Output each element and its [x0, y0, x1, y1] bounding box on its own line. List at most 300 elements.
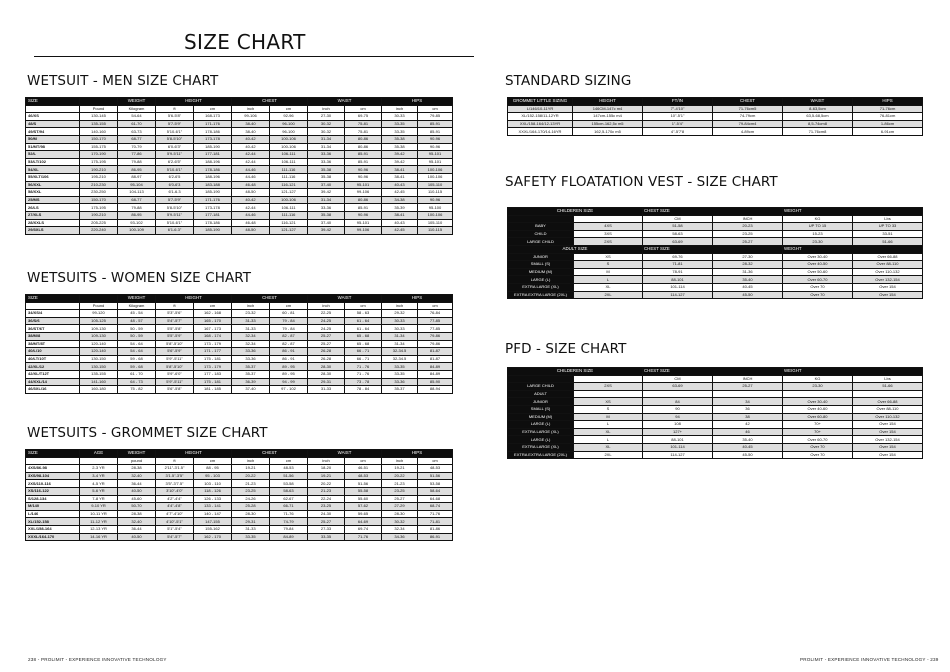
value-cell: 58-63 — [270, 487, 308, 495]
value-cell: 210-230 — [80, 181, 118, 189]
size-cell: 40/L/10 — [26, 348, 80, 356]
value-cell: 100-106 — [270, 143, 308, 151]
size-label-cell: BABY — [508, 223, 574, 231]
value-cell: 25-27 — [713, 383, 783, 391]
value-cell: 61 - 64 — [345, 325, 382, 333]
value-cell: 64 - 73 — [118, 378, 156, 386]
value-cell: 54-64 — [118, 113, 156, 121]
size-cell: 40/LT/10T — [26, 355, 80, 363]
value-cell: 79-85 — [418, 113, 453, 121]
table-row — [26, 219, 453, 227]
subheader-cell: cm — [345, 105, 382, 113]
header-height: HEIGHT — [573, 98, 643, 106]
value-cell: 23-30 — [783, 238, 853, 246]
value-cell: 5'3"-5'6" — [156, 310, 194, 318]
value-cell: 71-76 — [270, 510, 308, 518]
subheader-cell: inch — [232, 302, 270, 310]
value-cell: 51-56 — [270, 472, 308, 480]
table-row — [26, 465, 453, 473]
size-cell: L/146 — [26, 510, 80, 518]
value-cell: 35-38 — [308, 166, 345, 174]
value-cell: 84-89 — [418, 370, 453, 378]
value-cell: 70-79 — [118, 143, 156, 151]
value-cell: 5'1"-5'4" — [156, 525, 194, 533]
value-cell: 71-81 — [418, 518, 453, 526]
size-label-cell: MEDIUM (M) — [508, 268, 574, 276]
value-cell: 66 - 71 — [345, 355, 382, 363]
value-cell: 33-35 — [308, 533, 345, 541]
vest-chart-title: SAFETY FLOATATION VEST - SIZE CHART — [505, 174, 778, 190]
subheader-cell: cm — [418, 302, 453, 310]
value-cell: 59 - 68 — [118, 363, 156, 371]
subheader-cell: cm — [270, 302, 308, 310]
size-cell: 34/XS/4 — [26, 310, 80, 318]
subheader-cell: ft — [156, 105, 194, 113]
header-chest: CHEST — [232, 450, 308, 458]
size-label-cell: JUNIOR — [508, 253, 574, 261]
value-cell: 4'10"-5'1" — [156, 518, 194, 526]
value-cell: 42-44 — [232, 158, 270, 166]
value-cell: 69-76 — [643, 253, 713, 261]
value-cell: 188-196 — [194, 158, 232, 166]
value-cell: 29-31 — [308, 378, 345, 386]
table-row — [508, 291, 923, 299]
value-cell: 40-45 — [713, 443, 783, 451]
value-cell: 86-91 — [418, 533, 453, 541]
value-cell: 51-66 — [853, 238, 923, 246]
value-cell: 40-42 — [232, 143, 270, 151]
subheader-cell: inch — [232, 457, 270, 465]
value-cell: 173 - 179 — [194, 363, 232, 371]
value-cell: 25-27 — [308, 518, 345, 526]
value-cell: 85-91 — [345, 204, 382, 212]
pfd-size-table — [507, 367, 923, 459]
table-row — [26, 181, 453, 189]
table-row — [508, 451, 923, 459]
value-cell: 39-42 — [382, 151, 418, 159]
size-cell: 42/XL/12 — [26, 363, 80, 371]
value-cell: 4'7"-4'10" — [156, 510, 194, 518]
value-cell: 65 - 68 — [345, 332, 382, 340]
size-cell: 50/M — [26, 135, 80, 143]
value-cell: 30-33 — [382, 325, 418, 333]
subheader-cell: cm — [345, 457, 382, 465]
value-cell: 120-140 — [80, 340, 118, 348]
value-cell: 5'10-6'1" — [156, 128, 194, 136]
value-cell: 6'2-6'5" — [156, 158, 194, 166]
value-cell: 96-100 — [270, 128, 308, 136]
value-cell: 48-50 — [232, 189, 270, 197]
value-cell: Over 132-154 — [853, 276, 923, 284]
table-row — [508, 283, 923, 291]
value-cell — [783, 390, 853, 398]
subheader-cell: Lbs — [853, 215, 923, 223]
header-size-group: ADULT SIZE — [508, 245, 643, 253]
value-cell: 23-25 — [232, 487, 270, 495]
value-cell: Over 132-154 — [853, 436, 923, 444]
value-cell: 31-36 — [713, 268, 783, 276]
value-cell: XS — [574, 398, 643, 406]
subheader-cell: cm — [418, 105, 453, 113]
value-cell: 5'8"-5'10" — [156, 363, 194, 371]
header-hips: HIPS — [382, 98, 453, 106]
size-label-cell: JUNIOR — [508, 398, 574, 406]
value-cell: 28-38 — [118, 510, 156, 518]
value-cell: XL — [574, 428, 643, 436]
value-cell: 54 - 64 — [118, 348, 156, 356]
value-cell: 48-53 — [270, 465, 308, 473]
value-cell: 42-44 — [232, 151, 270, 159]
value-cell: 6'1-6.3 — [156, 189, 194, 197]
value-cell: 33-36 — [232, 348, 270, 356]
vest-table-body — [508, 208, 923, 299]
value-cell: 3-4 YR — [80, 472, 118, 480]
value-cell: 2XL — [574, 451, 643, 459]
value-cell: 66-71 — [270, 503, 308, 511]
value-cell: 2XS — [574, 383, 643, 391]
subheader-cell: cm — [194, 302, 232, 310]
value-cell: 84-89 — [418, 363, 453, 371]
value-cell: 46 — [713, 428, 783, 436]
value-cell: 35-39 — [382, 204, 418, 212]
value-cell: 46-48 — [232, 219, 270, 227]
value-cell: 95 - 103 — [194, 472, 232, 480]
header-size-group: CHILDEREN SIZE — [508, 208, 643, 216]
value-cell: 28-30 — [308, 363, 345, 371]
value-cell: 114-127 — [643, 451, 713, 459]
size-cell: 52/L — [26, 151, 80, 159]
value-cell: 33-35 — [232, 533, 270, 541]
value-cell: 40-43 — [382, 219, 418, 227]
value-cell: 106-111 — [270, 204, 308, 212]
value-cell: 46-48 — [232, 181, 270, 189]
value-cell: 105-125 — [80, 317, 118, 325]
header-height: HEIGHT — [156, 295, 232, 303]
value-cell: 118 - 126 — [194, 487, 232, 495]
value-cell: 34-36 — [382, 533, 418, 541]
value-cell: 79 - 84 — [270, 325, 308, 333]
value-cell: Over 70 — [783, 291, 853, 299]
value-cell: 63,5-68,5cm — [783, 113, 853, 121]
value-cell: 3'5"-3'7.5" — [156, 480, 194, 488]
value-cell: 39-42 — [382, 158, 418, 166]
value-cell: 28-30 — [232, 510, 270, 518]
value-cell: 63-69 — [643, 238, 713, 246]
value-cell: 29-32 — [382, 310, 418, 318]
value-cell: 135-155 — [80, 120, 118, 128]
grommet-table-body — [26, 457, 453, 541]
subheader-cell — [574, 375, 643, 383]
value-cell: 24-30 — [308, 510, 345, 518]
value-cell: 62-67 — [270, 495, 308, 503]
table-row — [26, 480, 453, 488]
value-cell: 84-89 — [270, 533, 308, 541]
value-cell: 2-3 YR — [80, 465, 118, 473]
value-cell: 71-81 — [643, 261, 713, 269]
value-cell: 89 - 95 — [270, 363, 308, 371]
value-cell: 77-86 — [118, 151, 156, 159]
value-cell: 35-38 — [382, 143, 418, 151]
table-row — [26, 525, 453, 533]
value-cell: Over 66-88 — [853, 253, 923, 261]
value-cell: 205-225 — [80, 219, 118, 227]
header-size-group: CHILDEREN SIZE — [508, 368, 643, 376]
value-cell: 126 - 133 — [194, 495, 232, 503]
size-cell: 53/LT/102 — [26, 158, 80, 166]
table-row — [26, 363, 453, 371]
header-chest: CHEST — [713, 98, 783, 106]
table-row — [508, 113, 923, 121]
size-cell: 55/XLT/106 — [26, 173, 80, 181]
value-cell: L — [574, 436, 643, 444]
subheader-cell — [26, 105, 80, 113]
value-cell: 38 — [713, 413, 783, 421]
table-row — [26, 227, 453, 235]
value-cell: 5'8-5'10" — [156, 135, 194, 143]
value-cell: 48-50 — [232, 227, 270, 235]
value-cell: 178-186 — [194, 128, 232, 136]
table-row — [508, 428, 923, 436]
size-label-cell: CHILD — [508, 230, 574, 238]
value-cell: 99-106 — [345, 189, 382, 197]
value-cell: 25-27 — [308, 340, 345, 348]
value-cell: 20-22 — [382, 472, 418, 480]
value-cell: 71-76 — [418, 510, 453, 518]
value-cell: 81-87 — [418, 348, 453, 356]
size-cell: 44/XXL/14 — [26, 378, 80, 386]
value-cell: 53-58 — [418, 480, 453, 488]
value-cell: 25-27 — [382, 495, 418, 503]
value-cell: 8,5-74cm8 — [783, 120, 853, 128]
value-cell: 42-45 — [382, 227, 418, 235]
value-cell: 27-30 — [308, 113, 345, 121]
value-cell: 10-11 YR — [80, 510, 118, 518]
header-chest: CHEST — [232, 295, 308, 303]
group-header-row — [508, 368, 923, 376]
value-cell: 23-25 — [308, 503, 345, 511]
value-cell: Over 60-70 — [783, 276, 853, 284]
table-row — [26, 518, 453, 526]
value-cell: 168-173 — [194, 113, 232, 121]
value-cell: 19-21 — [308, 472, 345, 480]
standard-sizing-title: STANDARD SIZING — [505, 73, 632, 89]
value-cell: Over 50-60 — [783, 268, 853, 276]
header-size: SIZE — [26, 98, 80, 106]
value-cell: 45-60 — [118, 495, 156, 503]
value-cell: 19-21 — [232, 465, 270, 473]
value-cell: 140 - 147 — [194, 510, 232, 518]
value-cell: 58 - 63 — [345, 310, 382, 318]
value-cell: 24-26 — [232, 495, 270, 503]
value-cell: 185-190 — [194, 143, 232, 151]
value-cell: 5'5"-5'9" — [156, 332, 194, 340]
value-cell: Over 60-70 — [783, 436, 853, 444]
value-cell: 66 - 71 — [345, 348, 382, 356]
value-cell: 90-96 — [418, 143, 453, 151]
subheader-cell: inch — [232, 105, 270, 113]
value-cell: 40-50 — [118, 487, 156, 495]
size-cell: 2XS/110-116 — [26, 480, 80, 488]
pfd-table-body — [508, 368, 923, 459]
subheader-cell: inch — [308, 302, 345, 310]
header-weight: WEIGHT — [118, 98, 156, 106]
value-cell: XL — [574, 283, 643, 291]
title-divider — [34, 56, 474, 57]
value-cell: 32-34 — [232, 340, 270, 348]
size-cell: XS/116-122 — [26, 487, 80, 495]
size-label-cell: LARGE (L) — [508, 276, 574, 284]
table-row — [26, 317, 453, 325]
size-cell: 48/S — [26, 120, 80, 128]
value-cell: Over 70 — [783, 451, 853, 459]
subheader-cell: INCH — [713, 215, 783, 223]
value-cell: 31-33 — [232, 317, 270, 325]
value-cell: 75-81 — [345, 120, 382, 128]
value-cell: 35-40 — [713, 436, 783, 444]
value-cell: S — [574, 405, 643, 413]
subheader-cell: KG — [783, 375, 853, 383]
value-cell: XL — [574, 443, 643, 451]
value-cell: 44-46 — [232, 173, 270, 181]
value-cell: Over 60-80 — [783, 413, 853, 421]
value-cell: 80-86 — [345, 143, 382, 151]
value-cell: 147cm-155c m4 — [573, 113, 643, 121]
value-cell: 4-89cm — [713, 128, 783, 136]
value-cell: Over 154 — [853, 451, 923, 459]
size-cell: 29/3XLS — [26, 227, 80, 235]
size-cell: 3XS/98-104 — [26, 472, 80, 480]
table-row — [508, 405, 923, 413]
header-weight: WEIGHT — [783, 245, 923, 253]
value-cell: 88 - 95 — [194, 465, 232, 473]
value-cell — [643, 390, 713, 398]
value-cell: 63-69 — [643, 383, 713, 391]
value-cell: 105-110 — [418, 181, 453, 189]
value-cell: Over 30-40 — [783, 253, 853, 261]
value-cell: 79-84 — [270, 525, 308, 533]
size-label-cell: EXTRA EXTRA LARGE (2XL) — [508, 291, 574, 299]
header-chest-size: CHEST SIZE — [643, 208, 783, 216]
value-cell: 18-20 — [308, 465, 345, 473]
table-row — [26, 370, 453, 378]
size-cell: 36/S/6 — [26, 317, 80, 325]
value-cell: 61 - 70 — [118, 370, 156, 378]
value-cell: 37-40 — [308, 219, 345, 227]
value-cell: 38-40 — [232, 128, 270, 136]
value-cell: 162,5-170c m5 — [573, 128, 643, 136]
subheader-cell: Kilogram — [118, 302, 156, 310]
value-cell: 90-96 — [418, 135, 453, 143]
table-row — [26, 189, 453, 197]
value-cell: 175-195 — [80, 158, 118, 166]
value-cell: 177-181 — [194, 211, 232, 219]
value-cell: 90 — [643, 405, 713, 413]
value-cell: 4XS — [574, 223, 643, 231]
value-cell: 23-25 — [713, 230, 783, 238]
table-row — [508, 268, 923, 276]
table-row — [508, 223, 923, 231]
value-cell: 42 — [713, 421, 783, 429]
value-cell: 48-53 — [345, 472, 382, 480]
value-cell: 5'9-5'11" — [156, 211, 194, 219]
subheader-cell: inch — [382, 457, 418, 465]
header-height: HEIGHT — [156, 450, 232, 458]
value-cell: 31-34 — [382, 340, 418, 348]
value-cell: 95-101 — [418, 151, 453, 159]
value-cell: 35-38 — [382, 135, 418, 143]
value-cell: 37-40 — [308, 181, 345, 189]
table-row — [26, 348, 453, 356]
value-cell: 95-104 — [118, 181, 156, 189]
value-cell: 6-91cm — [853, 128, 923, 136]
header-weight: WEIGHT — [783, 208, 923, 216]
value-cell: 101-114 — [643, 443, 713, 451]
table-row — [508, 383, 923, 391]
value-cell: XL/152-158/11-12YR — [508, 113, 573, 121]
value-cell: 71-76cm5 — [713, 105, 783, 113]
page-title: SIZE CHART — [184, 30, 306, 54]
value-cell: 24-25 — [308, 325, 345, 333]
value-cell: 44-46 — [232, 211, 270, 219]
value-cell: 100-106 — [418, 173, 453, 181]
value-cell: 101-114 — [643, 283, 713, 291]
value-cell: 3XS — [574, 230, 643, 238]
women-subheader-row — [26, 302, 453, 310]
value-cell: 133 - 141 — [194, 503, 232, 511]
size-label-cell: LARGE CHILD — [508, 383, 574, 391]
value-cell: 30-33 — [382, 317, 418, 325]
value-cell: 33-36 — [308, 151, 345, 159]
value-cell: 30-32 — [308, 120, 345, 128]
value-cell: 32-34 — [232, 332, 270, 340]
value-cell: 88-101 — [643, 276, 713, 284]
value-cell: Over 110-132 — [853, 268, 923, 276]
value-cell: 155-162 — [194, 525, 232, 533]
subheader-cell: cm — [270, 457, 308, 465]
value-cell: 58-64 — [418, 487, 453, 495]
value-cell: 31-33 — [232, 325, 270, 333]
header-spacer — [80, 295, 118, 303]
value-cell: 85-91 — [418, 128, 453, 136]
value-cell: 6'2-6'5 — [156, 173, 194, 181]
size-label-cell: SMALL (S) — [508, 261, 574, 269]
value-cell: 32-40 — [118, 472, 156, 480]
value-cell: XXL/158-164/12-13YR — [508, 120, 573, 128]
header-waist: WAIST — [308, 98, 382, 106]
value-cell: 99-120 — [80, 310, 118, 318]
value-cell: 51-56 — [345, 480, 382, 488]
value-cell: 190-210 — [80, 211, 118, 219]
header-hips: HIPS — [853, 98, 923, 106]
value-cell: 4'4"-4'8" — [156, 503, 194, 511]
value-cell: 110-115 — [418, 189, 453, 197]
value-cell: 74-79cm — [713, 113, 783, 121]
value-cell: 27-33 — [308, 525, 345, 533]
value-cell: Over 70 — [783, 283, 853, 291]
value-cell: 96-100 — [270, 120, 308, 128]
subheader-cell — [26, 302, 80, 310]
header-spacer — [80, 98, 118, 106]
value-cell: 2XS — [574, 238, 643, 246]
value-cell: 90-96 — [345, 211, 382, 219]
value-cell: 2'11"-3'1.5" — [156, 465, 194, 473]
value-cell: 5'8"-5'10" — [156, 340, 194, 348]
value-cell: 45 - 54 — [118, 310, 156, 318]
value-cell: 141-160 — [80, 378, 118, 386]
size-cell: 51/MT/98 — [26, 143, 80, 151]
value-cell: 61 - 64 — [345, 317, 382, 325]
table-row — [26, 135, 453, 143]
